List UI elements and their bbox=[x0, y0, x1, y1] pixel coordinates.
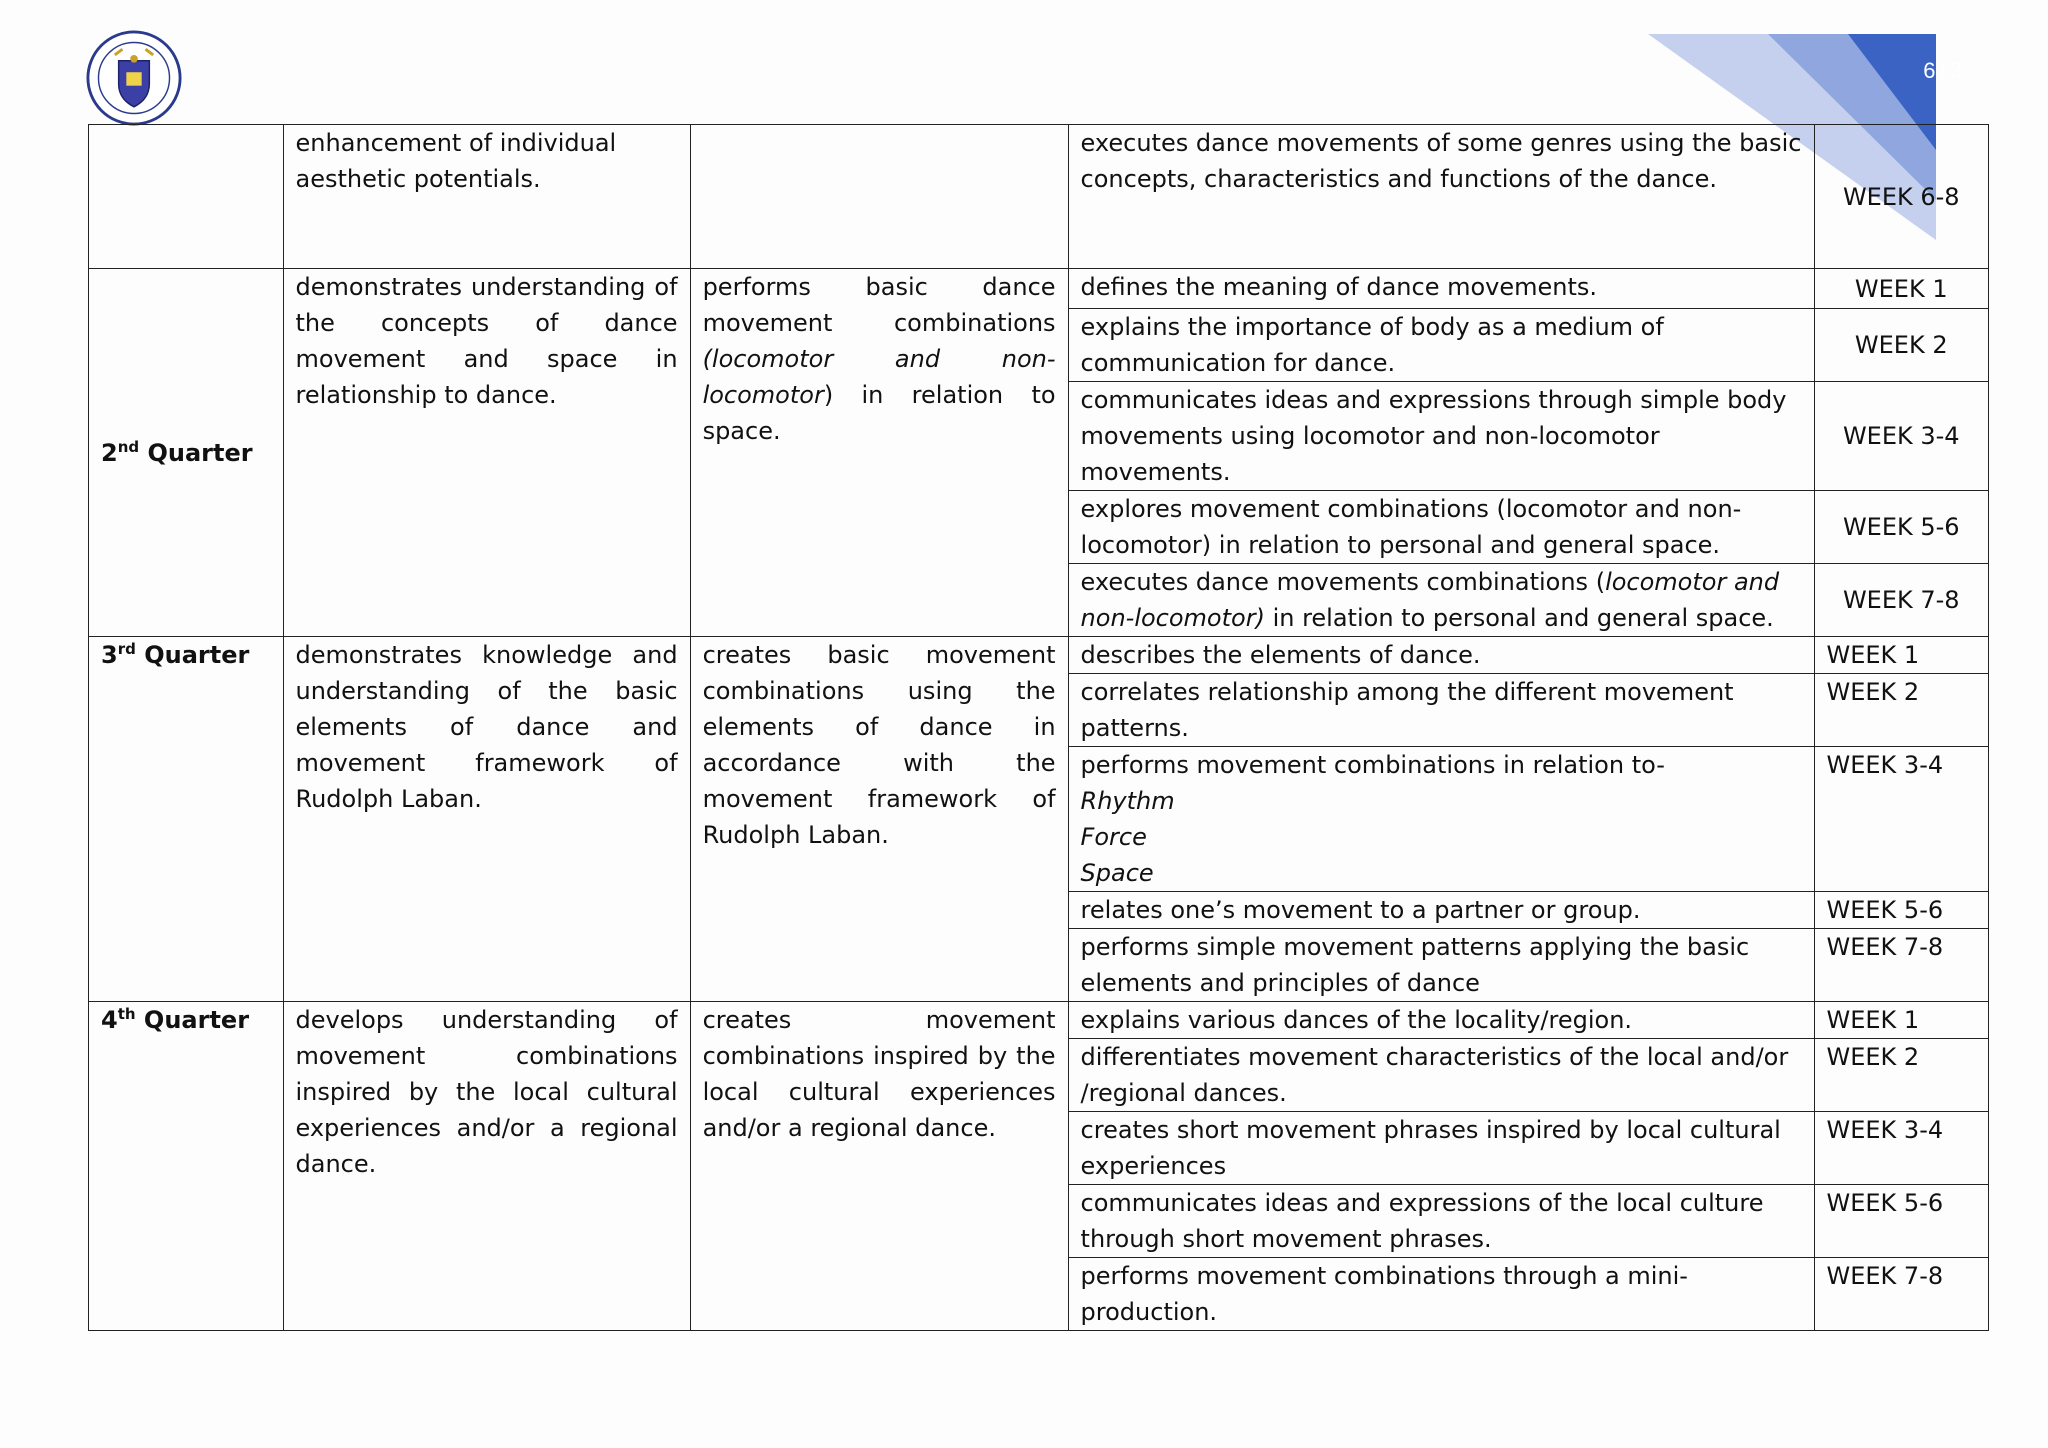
quarter-label: 2nd Quarter bbox=[89, 269, 284, 637]
competency-cell: performs movement combinations through a mini-production. bbox=[1068, 1258, 1814, 1331]
week-cell: WEEK 5-6 bbox=[1814, 892, 1989, 929]
curriculum-table bbox=[88, 124, 1989, 1331]
deped-seal-icon bbox=[86, 30, 182, 126]
week-cell: WEEK 1 bbox=[1814, 637, 1989, 674]
quarter-label: 4th Quarter bbox=[89, 1002, 284, 1331]
competency-cell: communicates ideas and expressions through simple body movements using locomotor and non-locomotor movements. bbox=[1068, 382, 1814, 491]
content-standard-cell: enhancement of individual aesthetic potentials. bbox=[283, 125, 690, 269]
competency-intro: performs movement combinations in relation to- bbox=[1080, 751, 1665, 779]
content-standard-cell: demonstrates understanding of the concepts of dance movement and space in relationship to dance. bbox=[283, 269, 690, 637]
quarter-label: 3rd Quarter bbox=[89, 637, 284, 1002]
element-rhythm: Rhythm bbox=[1080, 787, 1175, 815]
competency-cell: communicates ideas and expressions of the local culture through short movement phrases. bbox=[1068, 1185, 1814, 1258]
table-row bbox=[89, 1002, 1989, 1039]
competency-cell bbox=[1068, 747, 1814, 892]
competency-cell: performs simple movement patterns applying the basic elements and principles of dance bbox=[1068, 929, 1814, 1002]
competency-cell: defines the meaning of dance movements. bbox=[1068, 269, 1814, 309]
competency-cell: executes dance movements of some genres using the basic concepts, characteristics and functions of the dance. bbox=[1068, 125, 1814, 269]
week-cell: WEEK 1 bbox=[1814, 269, 1989, 309]
competency-cell: creates short movement phrases inspired by local cultural experiences bbox=[1068, 1112, 1814, 1185]
performance-standard-cell: performs basic dance movement combinations (locomotor and non-locomotor) in relation to space. bbox=[690, 269, 1068, 637]
competency-cell: executes dance movements combinations (locomotor and non-locomotor) in relation to personal and general space. bbox=[1068, 564, 1814, 637]
competency-cell: describes the elements of dance. bbox=[1068, 637, 1814, 674]
week-cell: WEEK 1 bbox=[1814, 1002, 1989, 1039]
table-row bbox=[89, 637, 1989, 674]
quarter-cell bbox=[89, 125, 284, 269]
week-cell: WEEK 2 bbox=[1814, 309, 1989, 382]
competency-cell: explains the importance of body as a medium of communication for dance. bbox=[1068, 309, 1814, 382]
table-row bbox=[89, 269, 1989, 309]
performance-standard-cell bbox=[690, 125, 1068, 269]
week-cell: WEEK 5-6 bbox=[1814, 491, 1989, 564]
content-standard-cell: demonstrates knowledge and understanding of the basic elements of dance and movement framework of Rudolph Laban. bbox=[283, 637, 690, 1002]
week-cell: WEEK 7-8 bbox=[1814, 929, 1989, 1002]
performance-standard-cell: creates movement combinations inspired by the local cultural experiences and/or a regional dance. bbox=[690, 1002, 1068, 1331]
competency-cell: explores movement combinations (locomotor and non-locomotor) in relation to personal and general space. bbox=[1068, 491, 1814, 564]
week-cell: WEEK 3-4 bbox=[1814, 1112, 1989, 1185]
competency-cell: differentiates movement characteristics of the local and/or /regional dances. bbox=[1068, 1039, 1814, 1112]
competency-cell: correlates relationship among the different movement patterns. bbox=[1068, 674, 1814, 747]
week-cell: WEEK 3-4 bbox=[1814, 382, 1989, 491]
table-row bbox=[89, 125, 1989, 269]
week-cell: WEEK 2 bbox=[1814, 1039, 1989, 1112]
competency-cell: relates one’s movement to a partner or group. bbox=[1068, 892, 1814, 929]
week-cell: WEEK 5-6 bbox=[1814, 1185, 1989, 1258]
week-cell: WEEK 7-8 bbox=[1814, 1258, 1989, 1331]
week-cell: WEEK 3-4 bbox=[1814, 747, 1989, 892]
week-cell: WEEK 6-8 bbox=[1814, 125, 1989, 269]
competency-cell: explains various dances of the locality/region. bbox=[1068, 1002, 1814, 1039]
week-cell: WEEK 7-8 bbox=[1814, 564, 1989, 637]
content-standard-cell: develops understanding of movement combinations inspired by the local cultural experiences and/or a regional dance. bbox=[283, 1002, 690, 1331]
page-number: 613 bbox=[1923, 58, 1963, 83]
week-cell: WEEK 2 bbox=[1814, 674, 1989, 747]
element-force: Force bbox=[1080, 823, 1147, 851]
performance-standard-cell: creates basic movement combinations using the elements of dance in accordance with the movement framework of Rudolph Laban. bbox=[690, 637, 1068, 1002]
element-space: Space bbox=[1080, 859, 1154, 887]
